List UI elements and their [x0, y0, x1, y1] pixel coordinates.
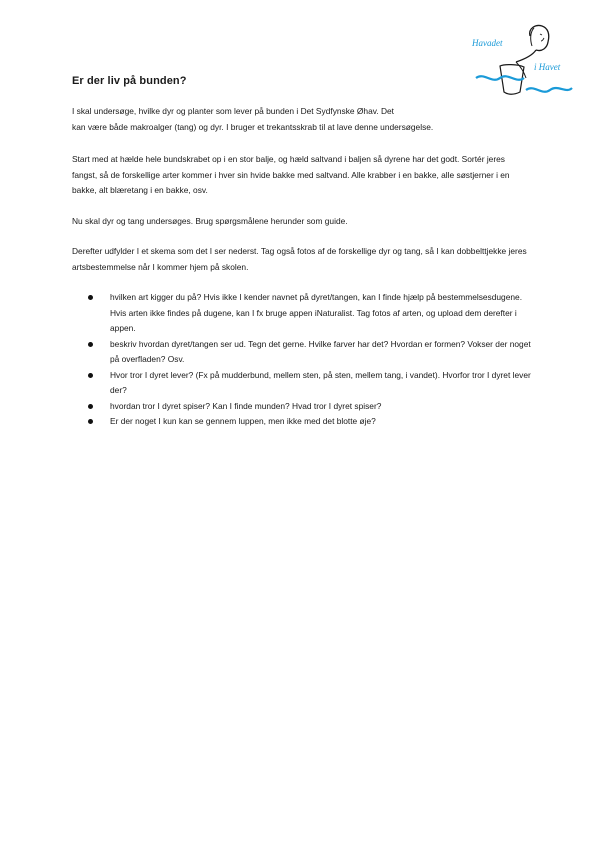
question-list: [72, 290, 532, 430]
intro-paragraph: [72, 104, 532, 135]
hair-line: [531, 28, 534, 46]
logo-graphic: [470, 22, 574, 102]
neck-line: [516, 50, 536, 62]
list-item-text: Hvor tror I dyret lever? (Fx på mudderbund, mellem sten, på sten, mellem tang, i vandet). Hvorfor tror I dyret lever der?: [110, 369, 531, 395]
list-item-text: hvordan tror I dyret spiser? Kan I finde munden? Hvad tror I dyret spiser?: [110, 400, 382, 411]
bullet-icon: [88, 342, 93, 347]
list-item: [72, 414, 532, 430]
page-title: Er der liv på bunden?: [72, 75, 187, 87]
wave-upper: [476, 76, 524, 79]
list-item-text: Er der noget I kun kan se gennem luppen, men ikke med det blotte øje?: [110, 416, 376, 426]
intro-line-1: I skal undersøge, hvilke dyr og planter som lever på bunden i Det Sydfynske Øhav. Det: [72, 106, 394, 116]
arm-line: [516, 62, 526, 78]
list-item-text: beskriv hvordan dyret/tangen ser ud. Tegn det gerne. Hvilke farver har det? Hvordan er formen? Vokser der noget på overfladen? Osv.: [110, 338, 531, 364]
list-item: [72, 368, 532, 399]
logo-text-i-havet: i Havet: [534, 62, 561, 72]
bullet-icon: [88, 404, 93, 409]
start-paragraph: Start med at hælde hele bundskrabet op i en stor balje, og hæld saltvand i baljen så dyrene har det godt. Sortér jeres fangst, så de forskellige arter kommer i hver sin hvide bakke med saltvand. Alle krabber i en bakke, alle søstjerner i en bakke, alt blæretang i en bakke, osv.: [72, 154, 510, 195]
logo-text-havadet: Havadet: [472, 38, 503, 48]
intro-line-2: kan være både makroalger (tang) og dyr. I bruger et trekantsskrab til at lave denne undersøgelse.: [72, 121, 434, 132]
bullet-icon: [88, 295, 93, 300]
face-features: [540, 34, 544, 41]
bullet-icon: [88, 419, 93, 424]
schema-paragraph: Derefter udfylder I et skema som det I ser nederst. Tag også fotos af de forskellige dyr og tang, så I kan dobbelttjekke jeres artsbestemmelse når I kommer hjem på skolen.: [72, 246, 527, 272]
list-item: [72, 290, 532, 337]
wave-lower: [526, 88, 572, 92]
havadet-i-havet-logo: [470, 22, 574, 102]
list-item-text: hvilken art kigger du på? Hvis ikke I kender navnet på dyret/tangen, kan I finde hjælp på bestemmelsesdugene. Hvis arten ikke findes på dugene, kan I fx bruge appen iNaturalist. Tag fotos af arten, og upload dem derefter i appen.: [110, 292, 523, 333]
guide-paragraph: Nu skal dyr og tang undersøges. Brug spørgsmålene herunder som guide.: [72, 216, 348, 226]
bullet-icon: [88, 373, 93, 378]
list-item: [72, 399, 532, 415]
list-item: [72, 337, 532, 368]
